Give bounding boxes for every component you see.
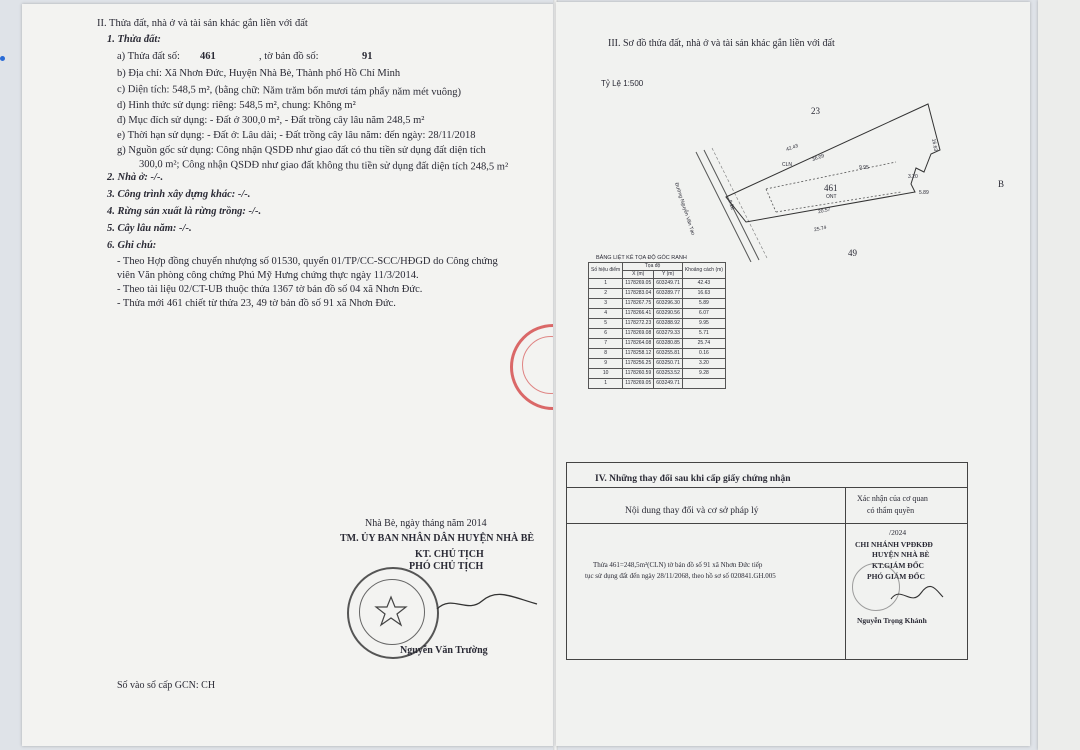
table-cell-n: 5 xyxy=(589,319,623,329)
dim-d9: 9.28 xyxy=(726,199,736,211)
table-row xyxy=(589,339,726,349)
confirm-line-3: KT.GIÁM ĐỐC xyxy=(872,561,924,570)
table-cell-x: 1178258.12 xyxy=(623,349,654,359)
table-cell-x: 1178260.59 xyxy=(623,369,654,379)
confirm-signer: Nguyễn Trọng Khánh xyxy=(857,616,927,625)
table-cell-n: 10 xyxy=(589,369,623,379)
table-cell-y: 603279.33 xyxy=(654,329,683,339)
parcel-ont-label: ONT xyxy=(826,194,837,200)
change-line-2: tục sử dụng đất đến ngày 28/11/2068, theo hồ sơ số 020841.GH.005 xyxy=(585,572,776,580)
table-cell-n: 9 xyxy=(589,359,623,369)
parcel-map xyxy=(676,92,1006,262)
dim-d8: 3.20 xyxy=(908,174,918,180)
table-row xyxy=(589,349,726,359)
table-cell-y: 603288.92 xyxy=(654,319,683,329)
registry-number: Số vào sổ cấp GCN: CH xyxy=(117,680,216,691)
dim-d5: 25.74 xyxy=(813,224,828,234)
left-page xyxy=(22,4,555,746)
table-row xyxy=(589,329,726,339)
col-coord-header: Tọa độ xyxy=(623,263,683,271)
table-row xyxy=(589,369,726,379)
table-cell-distance: 6.07 xyxy=(682,309,725,319)
table-cell-y: 603249.71 xyxy=(654,279,683,289)
coordinate-table xyxy=(588,262,726,389)
table-cell-x: 1178283.04 xyxy=(623,289,654,299)
parcel-461-label: 461 xyxy=(824,183,838,193)
table-row xyxy=(589,279,726,289)
parcel-number-label: a) Thửa đất số: xyxy=(117,51,180,62)
note-2: - Theo tài liệu 02/CT-UB thuộc thửa 1367 tờ bản đồ số 04 xã Nhơn Đức. xyxy=(117,284,423,295)
dim-d3: 9.95 xyxy=(859,165,869,171)
table-row xyxy=(589,309,726,319)
parcel-23-label: 23 xyxy=(811,106,820,116)
col-x-header: X (m) xyxy=(623,271,654,279)
table-cell-n: 1 xyxy=(589,279,623,289)
scale-label: Tỷ Lệ 1:500 xyxy=(601,79,644,88)
table-row xyxy=(589,289,726,299)
table-cell-x: 1178272.23 xyxy=(623,319,654,329)
usage-form-line: d) Hình thức sử dụng: riêng: 548,5 m², chung: Không m² xyxy=(117,100,356,111)
other-construction-heading: 3. Công trình xây dựng khác: -/-. xyxy=(107,189,251,200)
table-cell-n: 1 xyxy=(589,379,623,389)
section3-title: III. Sơ đồ thửa đất, nhà ở và tài sản khác gắn liền với đất xyxy=(608,38,835,49)
org-line-1: TM. ỦY BAN NHÂN DÂN HUYỆN NHÀ BÈ xyxy=(340,533,535,544)
table-cell-distance: 9.95 xyxy=(682,319,725,329)
address-line: b) Địa chỉ: Xã Nhơn Đức, Huyện Nhà Bè, Thành phố Hồ Chí Minh xyxy=(117,68,401,79)
col-y-header: Y (m) xyxy=(654,271,683,279)
table-cell-y: 603253.52 xyxy=(654,369,683,379)
perennial-heading: 5. Cây lâu năm: -/-. xyxy=(107,223,192,234)
table-cell-x: 1178269.05 xyxy=(623,279,654,289)
table-cell-y: 603290.56 xyxy=(654,309,683,319)
section2-title: II. Thửa đất, nhà ở và tài sản khác gắn liền với đất xyxy=(97,18,308,29)
change-line-1: Thửa 461=248,5m²(CLN) tờ bản đồ số 91 xã Nhơn Đức tiếp xyxy=(593,561,763,569)
col-content-header: Nội dung thay đổi và cơ sở pháp lý xyxy=(625,506,759,516)
signer-name: Nguyễn Văn Trường xyxy=(400,645,488,656)
table-cell-distance: 9.28 xyxy=(682,369,725,379)
table-cell-x: 1178267.75 xyxy=(623,299,654,309)
table-cell-distance: 5.71 xyxy=(682,329,725,339)
table-row xyxy=(589,319,726,329)
table-cell-x: 1178256.25 xyxy=(623,359,654,369)
section1-heading: 1. Thửa đất: xyxy=(107,34,161,45)
dim-d6: 16.63 xyxy=(930,138,939,152)
table-cell-y: 603280.85 xyxy=(654,339,683,349)
table-cell-y: 603296.30 xyxy=(654,299,683,309)
dim-d4: 20.57 xyxy=(817,206,832,216)
table-title: BẢNG LIỆT KÊ TỌA ĐỘ GÓC RANH xyxy=(596,255,687,261)
cln-label: CLN xyxy=(782,162,793,168)
table-cell-y: 603255.81 xyxy=(654,349,683,359)
table-cell-distance: 25.74 xyxy=(682,339,725,349)
house-heading: 2. Nhà ở: -/-. xyxy=(107,172,164,183)
changes-section xyxy=(566,462,968,660)
confirm-line-2: HUYỆN NHÀ BÈ xyxy=(872,550,930,559)
area-line: c) Diện tích: 548,5 m², (bằng chữ: Năm trăm bốn mươi tám phẩy năm mét vuông) xyxy=(116,84,462,99)
section4-title: IV. Những thay đổi sau khi cấp giấy chứng nhận xyxy=(595,474,791,484)
table-cell-distance: 0.16 xyxy=(682,349,725,359)
map-sheet-label: , tờ bản đồ số: xyxy=(259,51,319,62)
col-dist-header: Khoảng cách (m) xyxy=(682,263,725,279)
purpose-line: đ) Mục đích sử dụng: - Đất ở 300,0 m², - Đất trồng cây lâu năm 248,5 m² xyxy=(117,115,425,126)
table-cell-x: 1178269.05 xyxy=(623,379,654,389)
parcel-49-label: 49 xyxy=(848,248,857,258)
table-cell-y: 603249.71 xyxy=(654,379,683,389)
table-cell-distance: 3.20 xyxy=(682,359,725,369)
table-cell-n: 6 xyxy=(589,329,623,339)
table-cell-y: 603289.77 xyxy=(654,289,683,299)
table-cell-n: 3 xyxy=(589,299,623,309)
adjacent-page-edge xyxy=(1038,0,1080,750)
note-1b: viên Văn phòng công chứng Phú Mỹ Hưng chứng thực ngày 11/3/2014. xyxy=(117,270,419,281)
confirm-date: /2024 xyxy=(889,528,907,537)
org-line-2: KT. CHỦ TỊCH xyxy=(415,549,484,560)
col-confirm-header-1: Xác nhận của cơ quan xyxy=(857,494,928,503)
star-emblem-icon xyxy=(374,594,408,628)
table-cell-x: 1178264.08 xyxy=(623,339,654,349)
origin-line-2: 300,0 m²; Công nhận QSDĐ như giao đất không thu tiền sử dụng đất diện tích 248,5 m² xyxy=(138,159,509,173)
table-row xyxy=(589,299,726,309)
dim-d2: 36.09 xyxy=(811,153,826,163)
note-3: - Thửa mới 461 chiết từ thửa 23, 49 tờ bản đồ số 91 xã Nhơn Đức. xyxy=(117,298,396,309)
table-cell-n: 2 xyxy=(589,289,623,299)
table-cell-distance: 5.89 xyxy=(682,299,725,309)
table-cell-y: 603250.71 xyxy=(654,359,683,369)
road-label: Đường Nguyễn Văn Tạo xyxy=(673,182,696,236)
blue-dot xyxy=(0,56,5,61)
origin-line-1: g) Nguồn gốc sử dụng: Công nhận QSDĐ như giao đất có thu tiền sử dụng đất diện tích xyxy=(117,145,486,156)
confirm-line-4: PHÓ GIÁM ĐỐC xyxy=(867,572,925,581)
table-cell-distance xyxy=(682,379,725,389)
table-cell-n: 8 xyxy=(589,349,623,359)
signature-left xyxy=(432,589,542,619)
table-cell-x: 1178266.41 xyxy=(623,309,654,319)
letter-b: B xyxy=(998,179,1005,189)
forest-heading: 4. Rừng sản xuất là rừng trồng: -/-. xyxy=(107,206,262,217)
table-row xyxy=(589,359,726,369)
term-line: e) Thời hạn sử dụng: - Đất ở: Lâu dài; - Đất trồng cây lâu năm: đến ngày: 28/11/2018 xyxy=(117,130,476,141)
confirm-line-1: CHI NHÁNH VPĐKĐĐ xyxy=(855,540,933,549)
col-point-header: Số hiệu điểm xyxy=(589,263,623,279)
sign-date: Nhà Bè, ngày tháng năm 2014 xyxy=(365,518,487,529)
note-1a: - Theo Hợp đồng chuyển nhượng số 01530, quyển 01/TP/CC-SCC/HĐGD do Công chứng xyxy=(117,256,498,267)
col-confirm-header-2: có thẩm quyền xyxy=(867,506,915,515)
table-cell-n: 4 xyxy=(589,309,623,319)
notes-heading: 6. Ghi chú: xyxy=(107,240,157,251)
table-cell-x: 1178269.08 xyxy=(623,329,654,339)
table-cell-distance: 16.63 xyxy=(682,289,725,299)
signature-right xyxy=(887,581,947,611)
table-cell-distance: 42.43 xyxy=(682,279,725,289)
table-cell-n: 7 xyxy=(589,339,623,349)
table-row xyxy=(589,379,726,389)
dim-d7: 5.89 xyxy=(919,190,929,196)
parcel-number-value: 461 xyxy=(200,51,216,62)
dim-d1: 42.43 xyxy=(785,143,800,153)
map-sheet-value: 91 xyxy=(362,51,373,62)
org-line-3: PHÓ CHỦ TỊCH xyxy=(409,561,484,572)
